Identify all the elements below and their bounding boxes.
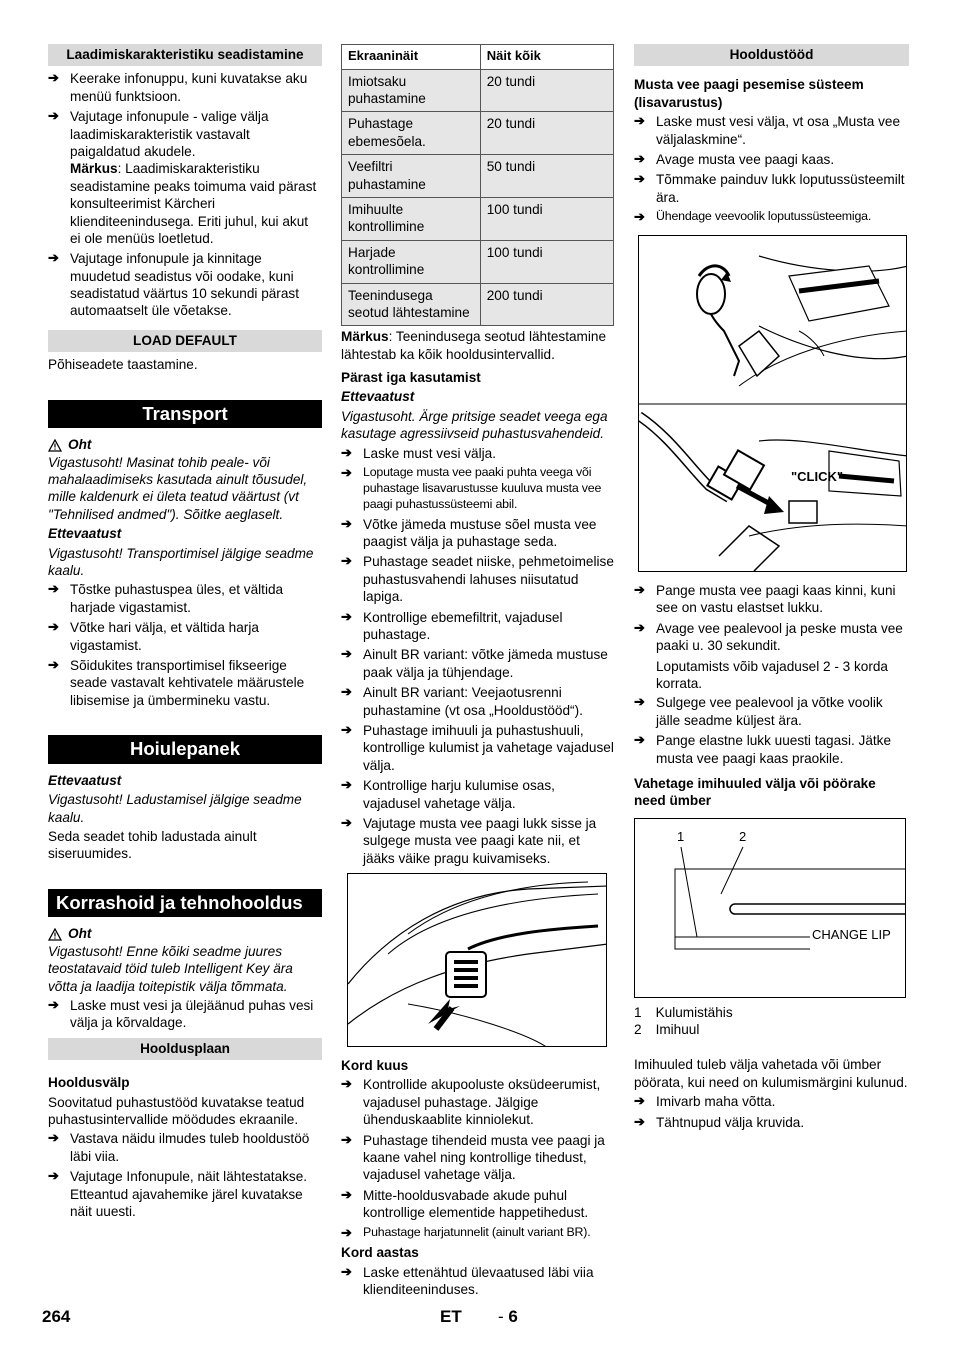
arrow-icon: ➔ (48, 250, 59, 266)
list-item: ➔ Puhastage harjatunnelit (ainult variant BR). (341, 1224, 591, 1240)
list-item: ➔ Puhastage seadet niiske, pehmetoimelise puhastusvahendi lahuses niisutatud lapiga. (341, 553, 614, 605)
heading-service-work: Hooldustööd (634, 44, 909, 66)
yearly-list (341, 1264, 614, 1299)
lip-list (634, 1093, 909, 1131)
heading-charging-characteristic: Laadimiskarakteristiku seadistamine (48, 44, 322, 66)
monthly-list (341, 1076, 614, 1240)
table-header-row (342, 45, 614, 70)
charging-list (48, 70, 322, 319)
table-row: Teenindusega seotud lähtestamine 200 tundi (342, 283, 614, 326)
callout-number: 2 (739, 828, 747, 844)
interval-label: Hooldusvälp (48, 1075, 130, 1091)
arrow-icon: ➔ (341, 1263, 352, 1279)
arrow-icon: ➔ (634, 150, 645, 166)
list-item: ➔ Laske ettenähtud ülevaatused läbi viia klienditeeninduses. (341, 1263, 594, 1298)
list-item: ➔ Vastava näidu ilmudes tuleb hooldustöö läbi viia. (48, 1130, 310, 1164)
suction-lip-drawing (635, 819, 906, 998)
arrow-icon: ➔ (341, 1186, 352, 1202)
caution-label: Ettevaatust (341, 389, 415, 405)
local-page-number: - 6 (498, 1307, 518, 1326)
rinse-system-illustration (638, 235, 907, 572)
arrow-icon: ➔ (48, 1168, 59, 1184)
warning-triangle-icon (48, 439, 62, 452)
monthly-label: Kord kuus (341, 1058, 409, 1074)
click-label: "CLICK" (791, 469, 844, 484)
arrow-icon: ➔ (634, 582, 645, 597)
list-item: ➔ Loputage musta vee paaki puhta veega või puhastage lisavarustusse kuuluva musta vee paagi puhastussüsteemi abil. (341, 465, 602, 511)
rinse-system-drawing (639, 236, 907, 572)
table-note: Märkus: Teenindusega seotud lähtestamine lähtestab ka kõik hooldusintervallid. (341, 329, 607, 362)
arrow-icon: ➔ (341, 515, 352, 531)
arrow-icon: ➔ (48, 657, 59, 672)
language-code: ET (440, 1307, 462, 1326)
callout-number: 1 (677, 828, 685, 844)
page-number: 264 (42, 1307, 71, 1326)
heading-storage: Hoiulepanek (48, 735, 322, 764)
arrow-icon: ➔ (634, 113, 645, 129)
storage-caution-text: Vigastusoht! Ladustamisel jälgige seadme kaalu. (48, 792, 302, 825)
transport-list (48, 581, 322, 709)
caution-text: Vigastusoht. Ärge pritsige seadet veega ega kasutage agressiivseid puhastusvahendeid. (341, 408, 608, 442)
arrow-icon: ➔ (634, 1113, 645, 1129)
list-item: ➔ Puhastage tihendeid musta vee paagi ja kaane vahel ning kontrollige tihedust, vajadusel vahetage välja. (341, 1131, 605, 1183)
rinse-system-label: Musta vee paagi pesemise süsteem (lisavarustus) (634, 77, 864, 110)
suction-lip-illustration (634, 818, 906, 998)
list-item: ➔ Laske must vesi välja, vt osa „Musta vee väljalaskmine“. (634, 113, 901, 147)
arrow-icon: ➔ (634, 1093, 645, 1109)
list-item: ➔ Avage vee pealevool ja peske musta vee paaki u. 30 sekundit. (634, 619, 903, 654)
table-header-cell: Näit kõik (480, 45, 613, 70)
list-item: ➔ Kontrollige ebemefiltrit, vajadusel puhastage. (341, 608, 563, 643)
danger-label: Oht (48, 925, 322, 942)
arrow-icon: ➔ (341, 444, 352, 460)
legend-item: 2 Imihuul (634, 1022, 700, 1038)
table-header-cell: Ekraaninäit (342, 45, 481, 70)
list-item: ➔ Võtke hari välja, et vältida harja vigastamist. (48, 619, 259, 653)
after-use-label: Pärast iga kasutamist (341, 370, 481, 386)
arrow-icon: ➔ (341, 777, 352, 793)
heading-maintenance: Korrashoid ja tehnohooldus (48, 889, 322, 918)
maintenance-list (48, 997, 322, 1032)
arrow-icon: ➔ (341, 646, 352, 662)
table-row: Imihuulte kontrollimine 100 tundi (342, 197, 614, 240)
arrow-icon: ➔ (48, 70, 59, 86)
list-item: ➔ Sõidukites transportimisel fikseerige seade vastavalt kehtivatele määrustele libisemise ja ümbermineku vastu. (48, 657, 305, 708)
arrow-icon: ➔ (341, 814, 352, 830)
arrow-icon: ➔ (341, 553, 352, 569)
charging-note: Märkus: Laadimiskarakteristiku seadistamine peaks toimuma vaid pärast konsulteerimist Kärcheri klienditeenindusega. Eriti juhul, kui akut ei ole menüüs loetletud. (70, 161, 317, 246)
heading-load-default: LOAD DEFAULT (48, 330, 322, 352)
table-row: Veefiltri puhastamine 50 tundi (342, 155, 614, 198)
arrow-icon: ➔ (634, 209, 645, 225)
yearly-label: Kord aastas (341, 1245, 419, 1261)
column-middle (341, 44, 614, 1302)
table-row: Imiotsaku puhastamine 20 tundi (342, 69, 614, 112)
arrow-icon: ➔ (48, 1130, 59, 1146)
column-left (48, 44, 322, 1223)
load-default-text: Põhiseadete taastamine. (48, 357, 198, 373)
list-item: ➔ Vajutage musta vee paagi lukk sisse ja sulgege musta vee paagi kate nii, et jääks väike pragu kuivamiseks. (341, 814, 597, 866)
list-item: ➔ Vajutage infonupule ja kinnitage muudetud seadistus või oodake, kuni seadistatud väärtus 10 sekundi pärast automaatselt üle võetakse. (48, 250, 299, 319)
caution-label: Ettevaatust (48, 526, 122, 542)
list-item: ➔ Ühendage veevoolik loputussüsteemiga. (634, 209, 872, 225)
list-item: ➔ Ainult BR variant: Veejaotusrenni puhastamine (vt osa „Hooldustööd“). (341, 684, 583, 718)
list-item: ➔ Avage musta vee paagi kaas. (634, 150, 835, 167)
list-item: ➔ Tõstke puhastuspea üles, et vältida harjade vigastamist. (48, 581, 284, 615)
list-item: ➔ Laske must vesi ja ülejäänud puhas vesi välja ja kõrvaldage. (48, 997, 314, 1031)
table-row: Puhastage ebemesõela. 20 tundi (342, 112, 614, 155)
list-item: ➔ Imivarb maha võtta. (634, 1093, 776, 1110)
arrow-icon: ➔ (48, 581, 59, 597)
maintenance-danger-text: Vigastusoht! Enne kõiki seadme juures teostatavaid töid tuleb Intelligent Key ära võtta ja laadija toitepistik välja tõmmata. (48, 943, 293, 994)
arrow-icon: ➔ (48, 108, 59, 124)
list-item: ➔ Keerake infonuppu, kuni kuvatakse aku menüü funktsioon. (48, 70, 308, 104)
arrow-icon: ➔ (634, 619, 645, 635)
list-item: ➔ Tähtnupud välja kruvida. (634, 1113, 805, 1130)
rinse-list-3 (634, 694, 909, 767)
heading-transport: Transport (48, 400, 322, 429)
list-item: ➔ Pange musta vee paagi kaas kinni, kuni see on vastu elastset lukku. (634, 582, 896, 616)
transport-caution-text: Vigastusoht! Transportimisel jälgige seadme kaalu. (48, 545, 314, 579)
list-item: ➔ Ainult BR variant: võtke jämeda mustuse paak välja ja tühjendage. (341, 646, 608, 680)
arrow-icon: ➔ (341, 1076, 352, 1092)
list-item: ➔ Tõmmake painduv lukk loputussüsteemilt ära. (634, 171, 905, 205)
list-item: ➔ Mitte-hooldusvabade akude puhul kontrollige elementide happetihedust. (341, 1186, 589, 1221)
list-item: ➔ Pange elastne lukk uuesti tagasi. Jätke musta vee paagi kaas praokile. (634, 732, 892, 766)
list-item: ➔ Kontrollide akupooluste oksüdeerumist, vajadusel puhastage. Jälgige ühenduskaablite kinniolekut. (341, 1076, 601, 1128)
arrow-icon: ➔ (341, 1131, 352, 1147)
list-item: ➔ Kontrollige harju kulumise osas, vajadusel vahetage välja. (341, 777, 555, 811)
rinse-repeat-text: Loputamists võib vajadusel 2 - 3 korda korrata. (656, 658, 888, 691)
list-item: ➔ Vajutage Infonupule, näit lähtestatakse. Etteantud ajavahemike järel kuvatakse näit uuesti. (48, 1168, 308, 1219)
heading-maintenance-plan: Hooldusplaan (48, 1038, 322, 1060)
arrow-icon: ➔ (48, 997, 59, 1013)
table-row: Harjade kontrollimine 100 tundi (342, 240, 614, 283)
caution-label: Ettevaatust (48, 772, 122, 788)
list-item: ➔ Puhastage imihuuli ja puhastushuuli, kontrollige kulumist ja vahetage vajadusel välja. (341, 721, 614, 773)
change-lip-label: CHANGE LIP (812, 926, 891, 942)
transport-danger-text: Vigastusoht! Masinat tohib peale- või mahalaadimiseks kasutada ainult tõusudel, mille kaldenurk ei ületa teatud väärtust (vt "Tehnilised andmed"). Sõitke aeglaselt. (48, 454, 308, 522)
list-item: ➔ Laske must vesi välja. (341, 444, 496, 461)
arrow-icon: ➔ (634, 694, 645, 710)
lip-label: Vahetage imihuuled välja või pöörake need ümber (634, 775, 876, 809)
legend-item: 1 Kulumistähis (634, 1004, 733, 1020)
list-item: ➔ Võtke jämeda mustuse sõel musta vee paagist välja ja puhastage seda. (341, 515, 597, 550)
arrow-icon: ➔ (341, 684, 352, 700)
arrow-icon: ➔ (341, 465, 352, 481)
lip-text: Imihuuled tuleb välja vahetada või ümber pöörata, kui need on kulumismärgini kulunud. (634, 1057, 908, 1090)
column-right (634, 44, 909, 1134)
arrow-icon: ➔ (341, 721, 352, 737)
arrow-icon: ➔ (341, 1224, 352, 1240)
tank-latch-drawing (348, 874, 607, 1047)
interval-list (48, 1130, 322, 1220)
arrow-icon: ➔ (48, 619, 59, 635)
danger-label: Oht (48, 436, 322, 453)
warning-triangle-icon (48, 928, 62, 941)
interval-text: Soovitatud puhastustööd kuvatakse teatud puhastusintervallide möödudes ekraanile. (48, 1094, 305, 1127)
after-use-list (341, 445, 614, 867)
arrow-icon: ➔ (634, 171, 645, 187)
rinse-list (634, 113, 909, 225)
figure-legend (634, 1004, 909, 1039)
storage-text: Seda seadet tohib ladustada ainult siseruumides. (48, 829, 257, 862)
tank-latch-illustration (347, 873, 607, 1047)
list-item: ➔ Vajutage infonupule - valige välja laadimiskarakteristik vastavalt paigaldatud akudele. Märkus: Laadimiskarakteristiku seadistamine peaks toimuma vaid pärast konsulteerimist Kärcheri klienditeenindusega. Eriti juhul, kui akut ei ole menüüs loetletud. (48, 108, 322, 247)
maintenance-table (341, 44, 614, 326)
list-item: ➔ Sulgege vee pealevool ja võtke voolik jälle seadme küljest ära. (634, 694, 883, 728)
rinse-list-2 (634, 582, 909, 655)
arrow-icon: ➔ (634, 732, 645, 748)
arrow-icon: ➔ (341, 608, 352, 624)
